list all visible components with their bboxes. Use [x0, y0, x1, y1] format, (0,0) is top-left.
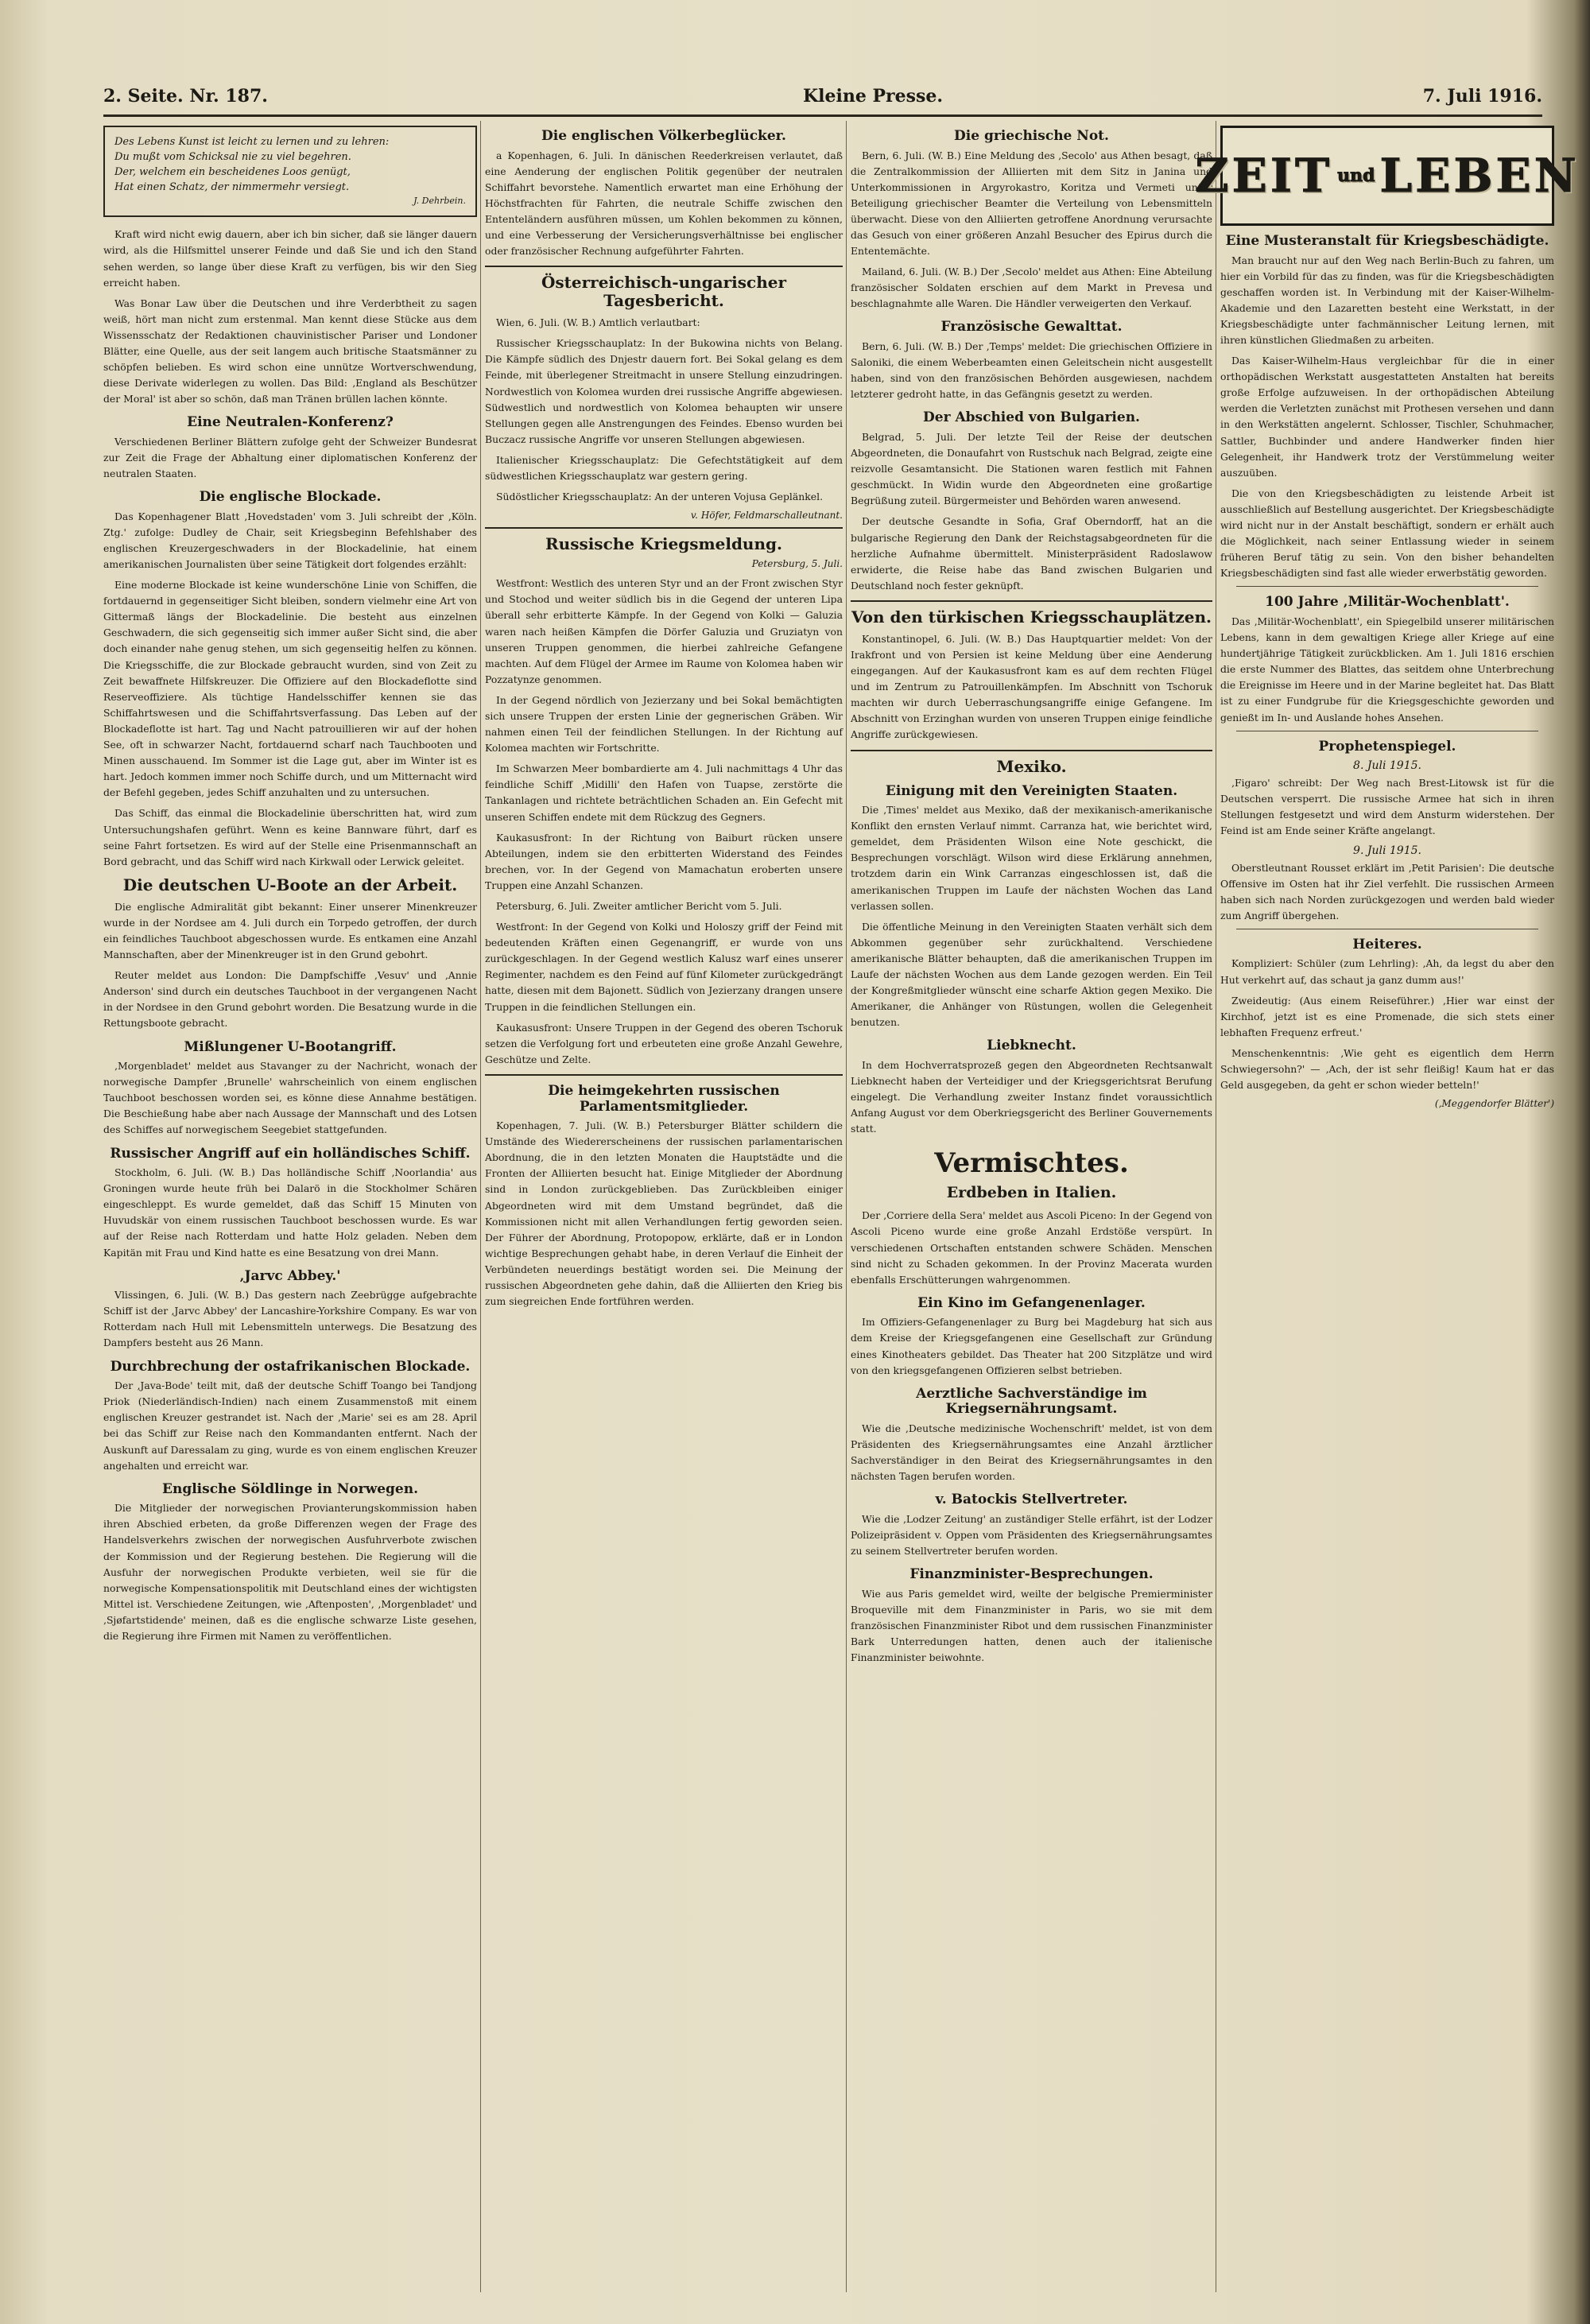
- masthead-word: LEBEN: [1379, 149, 1580, 203]
- article-heading: Die englische Blockade.: [199, 489, 382, 506]
- masthead-word: ZEIT: [1195, 149, 1333, 203]
- article-heading: v. Batockis Stellvertreter.: [935, 1492, 1128, 1508]
- article-text: ‚Figaro' schreibt: Der Weg nach Brest-Litowsk ist für die Deutschen versperrt. Die russische Armee hat sich in ihren Stellungen festgesetzt und wird dem Ansturm widerstehen. Der Feind ist am Ende seiner Kräfte angelangt.: [1220, 777, 1554, 837]
- section-rule: [851, 600, 1212, 602]
- article-heading: Österreichisch-ungarischer Tagesbericht.: [541, 273, 787, 311]
- column-1: [103, 121, 477, 2292]
- article-text: Bern, 6. Juli. (W. B.) Eine Meldung des ‚Secolo' aus Athen besagt, daß die Zentralkommission der Alliierten mit dem Sitz in Janina und Unterkommissionen in Argyrokastro, Koritza und Vermeti unter Beteiligung griechischer Beamter die Verteilung von Lebensmitteln überwacht. Diese von den Alliierten getroffene Anordnung verursachte das Gesuch von einer größeren Anzahl Besucher des Epirus durch die Ententemächte.: [851, 149, 1212, 258]
- article-text: Man braucht nur auf den Weg nach Berlin-Buch zu fahren, um hier ein Vorbild für das zu finden, was für die Kriegsbeschädigten geschaffen worden ist. In Verbindung mit der Kaiser-Wilhelm-Akademie und den Lazaretten besteht eine Werkstatt, in der Kriegsbeschädigte unter fachmännischer Leitung lernen, mit ihren künstlichen Gliedmaßen zu arbeiten.: [1220, 254, 1554, 347]
- dateline: Petersburg, 5. Juli.: [751, 558, 843, 570]
- article-text: Im Offiziers-Gefangenenlager zu Burg bei Magdeburg hat sich aus dem Kreise der Kriegsgefangenen eine Gesellschaft zur Gründung eines Kinotheaters gebildet. Das Theater hat 200 Sitzplätze und wird von den kriegsgefangenen Offizieren selbst betrieben.: [851, 1316, 1212, 1376]
- column-3: [851, 121, 1212, 2292]
- poem-author: J. Dehrbein.: [413, 196, 466, 207]
- article-text: Kraft wird nicht ewig dauern, aber ich bin sicher, daß sie länger dauern wird, als die Hilfsmittel unserer Feinde und daß Sie und ich den Stand sehen werden, so lange über diese Kraft zu verfügen, bis wir den Sieg erreicht haben.: [103, 228, 477, 289]
- article-text: In der Gegend nördlich von Jezierzany und bei Sokal bemächtigten sich unsere Truppen der ersten Linie der gegnerischen Gräben. Wir nahmen einen Teil der feindlichen Stellungen. In der Richtung auf Kolomea machten wir Fortschritte.: [485, 693, 843, 755]
- article-heading: Die deutschen U-Boote an der Arbeit.: [122, 875, 458, 894]
- poem-line: Hat einen Schatz, der nimmermehr versiegt.: [114, 180, 350, 193]
- article-heading: Eine Musteranstalt für Kriegsbeschädigte.: [1225, 233, 1549, 249]
- article-text: Westfront: Westlich des unteren Styr und an der Front zwischen Styr und Stochod und weiter südlich bis in die Gegend der unteren Lipa überall sehr erbitterte Kämpfe. In der Gegend von Kolki — Galuzia waren nach heißen Kämpfen die Dörfer Galuzia und Gruziatyn von unseren Truppen genommen, die hierbei zahlreiche Gefangene machten. Auf dem Flügel der Armee im Raume von Kolomea haben wir Pozzatynze genommen.: [485, 577, 843, 685]
- article-heading: Der Abschied von Bulgarien.: [923, 409, 1140, 426]
- section-rule: [1236, 586, 1538, 587]
- article-text: Belgrad, 5. Juli. Der letzte Teil der Reise der deutschen Abgeordneten, die Donaufahrt von Rustschuk nach Belgrad, zeigte eine reizvolle Gesamtansicht. Die Stationen waren festlich mit Fahnen geschmückt. In Widin wurde den Abgeordneten eine großartige Begrüßung zuteil. Bürgermeister und Behörden waren anwesend.: [851, 430, 1212, 507]
- section-rule: [485, 266, 843, 267]
- article-text: Der deutsche Gesandte in Sofia, Graf Oberndorff, hat an die bulgarische Regierung den Dank der Reichstagsabgeordneten für die herzliche Aufnahme übermittelt. Ministerpräsident Radoslawow erwiderte, die Reise habe das Band zwischen Bulgarien und Deutschland noch fester geknüpft.: [851, 515, 1212, 592]
- article-text: Vlissingen, 6. Juli. (W. B.) Das gestern nach Zeebrügge aufgebrachte Schiff ist der ‚Jarvc Abbey' der Lancashire-Yorkshire Company. Es war von Rotterdam nach Hull mit Lebensmitteln unterwegs. Die Besatzung des Dampfers besteht aus 26 Mann.: [103, 1289, 477, 1349]
- article-heading: Die heimgekehrten russischen Parlamentsmitglieder.: [548, 1082, 780, 1115]
- article-heading: Finanzminister-Besprechungen.: [909, 1566, 1154, 1583]
- column-2: [485, 121, 843, 2292]
- poem-box: [103, 126, 477, 217]
- article-heading: Die griechische Not.: [954, 128, 1109, 144]
- article-text: Stockholm, 6. Juli. (W. B.) Das holländische Schiff ‚Noorlandia' aus Groningen wurde heute früh bei Dalarö in die Stockholmer Schären eingeschleppt. Es wurde gemeldet, daß das Schiff 15 Minuten von Huvudskär von einem russischen Tauchboot beschossen wurde. Es war auf der Reise nach Rotterdam und hatte Holz geladen. Neben dem Kapitän mit Frau und Kind hatte es eine Besatzung von drei Mann.: [103, 1166, 477, 1259]
- article-text: a Kopenhagen, 6. Juli. In dänischen Reederkreisen verlautet, daß eine Aenderung der englischen Politik gegenüber der neutralen Schiffahrt bevorstehe. Namentlich erwartet man eine Erhöhung der Höchstfrachten für Fahrten, die neutrale Schiffe zwischen den Ententeländern ausführen müssen, um Kohlen bekommen zu können, und eine Verbesserung der Versicherungsverhältnisse bei englischer oder französischer Rechnung aufgeführter Fahrten.: [485, 149, 843, 258]
- article-text: Zweideutig: (Aus einem Reiseführer.) ‚Hier war einst der Kirchhof, jetzt ist es eine Promenade, die sich stets einer lebhaften Frequenz erfreut.': [1220, 994, 1554, 1038]
- article-subheading: Erdbeben in Italien.: [946, 1183, 1117, 1201]
- section-rule: [485, 527, 843, 529]
- article-text: Menschenkenntnis: ‚Wie geht es eigentlich dem Herrn Schwiegersohn?' — ‚Ach, der ist sehr fleißig! Kaum hat er das Geld ausgegeben, da geht er schon wieder betteln!': [1220, 1046, 1554, 1092]
- article-heading: Heiteres.: [1352, 936, 1422, 952]
- article-text: Wien, 6. Juli. (W. B.) Amtlich verlautbart:: [496, 316, 700, 329]
- section-heading: Vermischtes.: [934, 1147, 1129, 1180]
- article-text: Wie die ‚Deutsche medizinische Wochenschrift' meldet, ist von dem Präsidenten des Kriegsernährungsamtes eine Anzahl ärztlicher Sachverständiger in den Beirat des Kriegsernährungsamtes in den nächsten Tagen berufen worden.: [851, 1422, 1212, 1483]
- article-text: Was Bonar Law über die Deutschen und ihre Verderbtheit zu sagen weiß, hört man nicht zum erstenmal. Man kennt diese Stücke aus dem Wissensschatz der Redaktionen chauvinistischer Pariser und Londoner Blätter, eine Quelle, aus der seit langem auch britische Staatsmänner zu schöpfen belieben. Es wird schon eine unnütze Wortverschwendung, diese Derivate widerlegen zu wollen. Das Bild: ‚England als Beschützer der Moral' ist aber so schön, daß man Tränen brüllen lachen könnte.: [103, 297, 477, 405]
- article-heading: Prophetenspiegel.: [1318, 738, 1456, 755]
- section-rule: [485, 1074, 843, 1076]
- article-text: Im Schwarzen Meer bombardierte am 4. Juli nachmittags 4 Uhr das feindliche Schiff ‚Midilli' den Hafen von Tuapse, zerstörte die Tankanlagen und richtete beträchtlichen Schaden an. Ein Gefecht mit unseren Schiffen endete mit dem Rückzug des Gegners.: [485, 762, 843, 823]
- article-text: Eine moderne Blockade ist keine wunderschöne Linie von Schiffen, die fortdauernd in gegenseitiger Sicht bleiben, sondern vielmehr eine Art von Gittermaß längs der Blockadelinie. Die besteht aus einzelnen Geschwadern, die sich gegenseitig sich immer außer Sicht sind, die aber doch einander nahe genug stehen, um sich gegenseitig helfen zu können. Die Kriegsschiffe, die zur Blockade gebraucht wurden, sind von Zeit zu Zeit bewaffnete Hilfskreuzer. Die Offiziere auf den Blockadeflotte sind Reserveoffiziere. Als tüchtige Handelsschiffer kennen sie das Schiffahrtswesen und die Schiffahrtsverfassung. Das Leben auf der Blockadeflotte ist hart. Tag und Nacht patrouillieren wir auf der hohen See, oft in schwarzer Nacht, fortdauernd scharf nach Tauchbooten und Minen ausschauend. Im Sommer ist die Lage gut, aber im Winter ist es hart. Jedoch kommen immer noch Schiffe durch, und um Mitternacht wird der Befehl gegeben, jedes Schiff anzuhalten und zu untersuchen.: [103, 579, 477, 799]
- article-text: Russischer Kriegsschauplatz: In der Bukowina nichts von Belang. Die Kämpfe südlich des Dnjestr dauern fort. Bei Sokal gelang es dem Feinde, mit überlegener Streitmacht in unsere Stellung einzudringen. Nordwestlich von Kolomea wurden drei russische Angriffe abgewiesen. Südwestlich und nordwestlich von Kolomea behaupten wir unsere Stellungen gegen alle Anstrengungen des Feindes. Ebenso wurden bei Buczacz russische Angriffe vor unseren Stellungen abgewiesen.: [485, 337, 843, 445]
- article-text: Mailand, 6. Juli. (W. B.) Der ‚Secolo' meldet aus Athen: Eine Abteilung französischer Soldaten erschien auf dem Markt in Prevesa und beschlagnahmte alle Waren. Die Händler verweigerten den Verkauf.: [851, 266, 1212, 310]
- article-heading: Durchbrechung der ostafrikanischen Blockade.: [110, 1358, 471, 1375]
- article-text: Westfront: In der Gegend von Kolki und Holoszy griff der Feind mit bedeutenden Kräften einen Gegenangriff, er wurde von uns zurückgeschlagen. In der Gegend westlich Kalusz warf eines unserer Regimenter, nachdem es den Feind auf fünf Kilometer zurückgedrängt hatte, diesen mit dem Bajonett. Südlich von Jezierzany drangen unsere Truppen in die feindlichen Stellungen ein.: [485, 921, 843, 1013]
- article-text: Die Mitglieder der norwegischen Provianterungskommission haben ihren Abschied erbeten, da große Differenzen wegen der Frage des Handelsverkehrs zwischen der norwegischen Ausfuhrverbote zwischen der Kommission und der Regierung bestehen. Die Regierung will die Ausfuhr der norwegischen Produkte verbieten, weil sie für die norwegische Kompensationspolitik mit Deutschland eines der wichtigsten Mittel ist. Verschiedene Zeitungen, wie ‚Aftenposten', ‚Morgenbladet' und ‚Sjøfartstidende' meinen, daß es die englische schwarze Liste gesehen, die Regierung ihre Firmen mit Namen zu veröffentlichen.: [103, 1502, 477, 1642]
- article-heading: Eine Neutralen-Konferenz?: [187, 414, 394, 431]
- poem-line: Des Lebens Kunst ist leicht zu lernen und zu lehren:: [114, 136, 390, 148]
- article-text: Das Kaiser-Wilhelm-Haus vergleichbar für die in einer orthopädischen Werkstatt ausgestatteten Anstalten hat bereits große Erfolge aufzuweisen. In der orthopädischen Abteilung werden die Verletzten zunächst mit Prothesen versehen und dann in den Werkstätten angelernt. Schlosser, Tischler, Schuhmacher, Sattler, Buchbinder und andere Handwerker finden hier Gelegenheit, ihr Handwerk trotz der Verstümmelung weiter auszuüben.: [1220, 355, 1554, 479]
- article-text: Kaukasusfront: In der Richtung von Baiburt rücken unsere Abteilungen, indem sie den erbitterten Widerstand des Feindes brechen, vor. In der Gegend von Mamachatun eroberten unsere Truppen eine Anzahl Schanzen.: [485, 831, 843, 891]
- article-text: Reuter meldet aus London: Die Dampfschiffe ‚Vesuv' und ‚Annie Anderson' sind durch ein deutsches Tauchboot in der vergangenen Nacht in der Nordsee in den Grund gebohrt worden. Die Besatzung wurde in die Rettungsboote gebracht.: [103, 969, 477, 1030]
- article-heading: 100 Jahre ‚Militär-Wochenblatt'.: [1265, 594, 1510, 611]
- article-text: Das Schiff, das einmal die Blockadelinie überschritten hat, wird zum Untersuchungshafen geführt. Wenn es keine Bannware führt, darf es seine Fahrt fortsetzen. Es wird auf der Stelle eine Prisenmannschaft an Bord gebracht, und das Schiff wird nach Kirkwall oder Lerwick geleitet.: [103, 807, 477, 867]
- section-masthead: [1195, 126, 1580, 226]
- article-text: Der ‚Java-Bode' teilt mit, daß der deutsche Schiff Toango bei Tandjong Priok (Niederländisch-Indien) nach einem Zusammenstoß mit einem englischen Kreuzer gestrandet ist. Nach der ‚Marie' sei es am 28. April bei das Schiff zur Reise nach den Kommandanten entfernt. Nach der Auskunft auf Daressalam zu ging, wurde es von einem englischen Kreuzer angehalten und erreicht war.: [103, 1379, 477, 1472]
- dateline: 9. Juli 1915.: [1353, 844, 1421, 857]
- article-heading: Russischer Angriff auf ein holländisches Schiff.: [110, 1145, 471, 1162]
- article-text: Die englische Admiralität gibt bekannt: Einer unserer Minenkreuzer wurde in der Nordsee am 4. Juli durch ein Torpedo getroffen, der durch ein feindliches Tauchboot abgeschossen wurde. Es entkamen eine Anzahl Mannschaften, aber der Minenkreuger ist in den Grund gebohrt.: [103, 900, 477, 961]
- article-subheading: Einigung mit den Vereinigten Staaten.: [885, 782, 1178, 799]
- article-text: Der ‚Corriere della Sera' meldet aus Ascoli Piceno: In der Gegend von Ascoli Piceno wurde eine große Anzahl Erdstöße verspürt. In verschiedenen Ortschaften entstanden schwere Schäden. Menschen sind nicht zu Schaden gekommen. In der Provinz Macerata wurden ebenfalls Erschütterungen wahrgenommen.: [851, 1209, 1212, 1286]
- article-text: Kompliziert: Schüler (zum Lehrling): ‚Ah, da legst du aber den Hut verkehrt auf, das schaut ja ganz dumm aus!': [1220, 957, 1554, 986]
- column-divider: [480, 121, 481, 2292]
- newspaper-title: Kleine Presse.: [803, 86, 944, 107]
- article-heading: Ein Kino im Gefangenenlager.: [917, 1294, 1146, 1311]
- article-text: Bern, 6. Juli. (W. B.) Der ‚Temps' meldet: Die griechischen Offiziere in Saloniki, die einem Weberbeamten einen Geleitschein nicht ausgestellt haben, sind von den französischen Behörden ausgewiesen, nachdem letzterer gedroht hatte, in das Gefängnis gesetzt zu werden.: [851, 340, 1212, 401]
- article-text: Wie die ‚Lodzer Zeitung' an zuständiger Stelle erfährt, ist der Lodzer Polizeipräsident v. Oppen vom Präsidenten des Kriegsernährungsamtes zu seinem Stellvertreter berufen worden.: [851, 1512, 1212, 1557]
- article-heading: Von den türkischen Kriegsschauplätzen.: [851, 607, 1212, 627]
- article-heading: Die englischen Völkerbeglücker.: [541, 128, 786, 144]
- article-text: Das ‚Militär-Wochenblatt', ein Spiegelbild unserer militärischen Lebens, kann in dem gewaltigen Kriege aller Kriege auf eine hundertjährige Tätigkeit zurückblicken. Am 1. Juli 1816 erschien die erste Nummer des Blattes, das seitdem ohne Unterbrechung die Ereignisse im Heere und in der Marine begleitet hat. Das Blatt ist zu einer Fundgrube für die Kriegsgeschichte geworden und genießt im In- und Auslande hohes Ansehen.: [1220, 615, 1554, 724]
- poem-line: Der, welchem ein bescheidenes Loos genügt,: [114, 165, 351, 178]
- column-divider: [846, 121, 847, 2292]
- article-text: ‚Morgenbladet' meldet aus Stavanger zu der Nachricht, wonach der norwegische Dampfer ‚Brunelle' wahrscheinlich von einem englischen Tauchboot beschossen worden sei, es könne diese Annahme bestätigen. Die Beschießung habe aber nach Aussage der Mannschaft und des Lotsen des Schiffes auf norwegischem Seegebiet stattgefunden.: [103, 1060, 477, 1136]
- signature: v. Höfer, Feldmarschalleutnant.: [690, 510, 843, 522]
- article-heading: Mexiko.: [996, 756, 1067, 776]
- article-text: Wie aus Paris gemeldet wird, weilte der belgische Premierminister Broqueville mit dem Finanzminister in Paris, wo sie mit dem französischen Finanzminister Ribot und dem russischen Finanzminister Bark Unterredungen hatten, denen auch der italienische Finanzminister beiwohnte.: [851, 1587, 1212, 1663]
- article-text: Kopenhagen, 7. Juli. (W. B.) Petersburger Blätter schildern die Umstände des Wiedererscheinens der russischen parlamentarischen Abordnung, die in den letzten Monaten die Hauptstädte und die Fronten der Alliierten besucht hat. Einige Mitglieder der Abordnung sind in London zurückgeblieben. Das Zurückbleiben einiger Abgeordneten wird mit dem Umstand begründet, daß die Kommissionen nicht mit allen Verhandlungen fertig geworden seien. Der Führer der Abordnung, Protopopow, erklärte, daß er in London wichtige Besprechungen gehabt habe, in deren Verlauf die Einheit der Verbündeten neuerdings bestätigt worden sei. Die Meinung der russischen Abgeordneten gehe dahin, daß die Alliierten den Krieg bis zum siegreichen Ende fortführen werden.: [485, 1119, 843, 1308]
- article-heading: ‚Jarvc Abbey.': [239, 1267, 341, 1284]
- article-text: Verschiedenen Berliner Blättern zufolge geht der Schweizer Bundesrat zur Zeit die Frage der Abhaltung einer diplomatischen Konferenz der neutralen Staaten.: [103, 435, 477, 480]
- article-text: Die öffentliche Meinung in den Vereinigten Staaten verhält sich dem Abkommen gegenüber sehr zurückhaltend. Verschiedene amerikanische Blätter behaupten, daß die amerikanischen Truppen im Laufe der nächsten Wochen aus dem Lande gezogen werden. Ein Teil der Kongreßmitglieder wünscht eine scharfe Aktion gegen Mexiko. Die Amerikaner, die Anhänger von Rüstungen, wollen die Gelegenheit benutzen.: [851, 920, 1212, 1029]
- section-rule: [851, 750, 1212, 751]
- issue-date: 7. Juli 1916.: [1422, 86, 1542, 107]
- article-text: In dem Hochverratsprozeß gegen den Abgeordneten Rechtsanwalt Liebknecht haben der Verteidiger und der Kriegsgerichtsrat Berufung eingelegt. Die Verhandlung zweiter Instanz findet voraussichtlich Anfang August vor dem Oberkriegsgericht des Berliner Gouvernements statt.: [851, 1058, 1212, 1135]
- article-heading: Liebknecht.: [987, 1038, 1076, 1054]
- article-text: Oberstleutnant Rousset erklärt im ‚Petit Parisien': Die deutsche Offensive im Osten hat ihr Ziel verfehlt. Die russischen Armeen haben sich nach Norden zurückgezogen und werden bald wieder zum Angriff übergehen.: [1220, 861, 1554, 921]
- article-text: Die ‚Times' meldet aus Mexiko, daß der mexikanisch-amerikanische Konflikt den ernsten Verlauf nimmt. Carranza hat, wie berichtet wird, gemeldet, dem Präsidenten Wilson eine Note geschickt, die Besprechungen vorschlägt. Wilson wird diese Erklärung annehmen, trotzdem darin ein Wink Carranzas eingeschlossen ist, daß die amerikanischen Truppen im Laufe der nächsten Wochen das Land verlassen sollen.: [851, 804, 1212, 912]
- article-text: Kaukasusfront: Unsere Truppen in der Gegend des oberen Tschoruk setzen die Verfolgung fort und erbeuteten eine große Anzahl Gewehre, Geschütze und Zelte.: [485, 1021, 843, 1065]
- article-text: Die von den Kriegsbeschädigten zu leistende Arbeit ist ausschließlich auf Bestellung ausgerichtet. Der Kriegsbeschädigte wird nicht nur in der Anstalt beschäftigt, sondern er erhält auch die Möglichkeit, nach seiner Entlassung wieder in seinem früheren Beruf tätig zu sein. Von den bisher behandelten Kriegsbeschädigten sind fast alle wieder erwerbstätig geworden.: [1220, 487, 1554, 580]
- column-4: [1195, 121, 1580, 2292]
- dateline: 8. Juli 1915.: [1353, 759, 1421, 773]
- poem-line: Du mußt vom Schicksal nie zu viel begehren.: [114, 150, 351, 163]
- article-heading: Aerztliche Sachverständige im Kriegsernährungsamt.: [916, 1385, 1147, 1418]
- page-header: [103, 86, 1542, 117]
- article-heading: Englische Söldlinge in Norwegen.: [162, 1480, 418, 1497]
- masthead-word: und: [1337, 165, 1375, 186]
- article-text: Italienischer Kriegsschauplatz: Die Gefechtstätigkeit auf dem südwestlichen Kriegsschauplatz war gestern gering.: [485, 453, 843, 483]
- article-heading: Mißlungener U-Bootangriff.: [184, 1038, 397, 1055]
- page-number: 2. Seite. Nr. 187.: [103, 86, 268, 107]
- article-heading: Russische Kriegsmeldung.: [545, 534, 782, 554]
- article-text: Das Kopenhagener Blatt ‚Hovedstaden' vom 3. Juli schreibt der ‚Köln. Ztg.' zufolge: Dudley de Chair, seit Kriegsbeginn Befehlshaber des englischen Kreuzergeschwaders in der Blockadelinie, hat einem amerikanischen Journalisten über seine Tätigkeit dort folgendes erzählt:: [103, 510, 477, 570]
- article-text: Südöstlicher Kriegsschauplatz: An der unteren Vojusa Geplänkel.: [496, 491, 824, 503]
- article-heading: Französische Gewalttat.: [940, 319, 1123, 336]
- article-text: Petersburg, 6. Juli. Zweiter amtlicher Bericht vom 5. Juli.: [496, 900, 782, 913]
- article-text: Konstantinopel, 6. Juli. (W. B.) Das Hauptquartier meldet: Von der Irakfront und von Persien ist keine Meldung über eine Aenderung eingegangen. Auf der Kaukasusfront kam es auf dem rechten Flügel und im Zentrum zu Patrouillenkämpfen. Im Abschnitt von Tschoruk machten wir durch Ueberraschungsangriffe einige Gefangene. Im Abschnitt von Erzinghan wurden von unseren Truppen einige feindliche Angriffe zurückgewiesen.: [851, 632, 1212, 741]
- signature: (‚Meggendorfer Blätter'): [1434, 1098, 1554, 1110]
